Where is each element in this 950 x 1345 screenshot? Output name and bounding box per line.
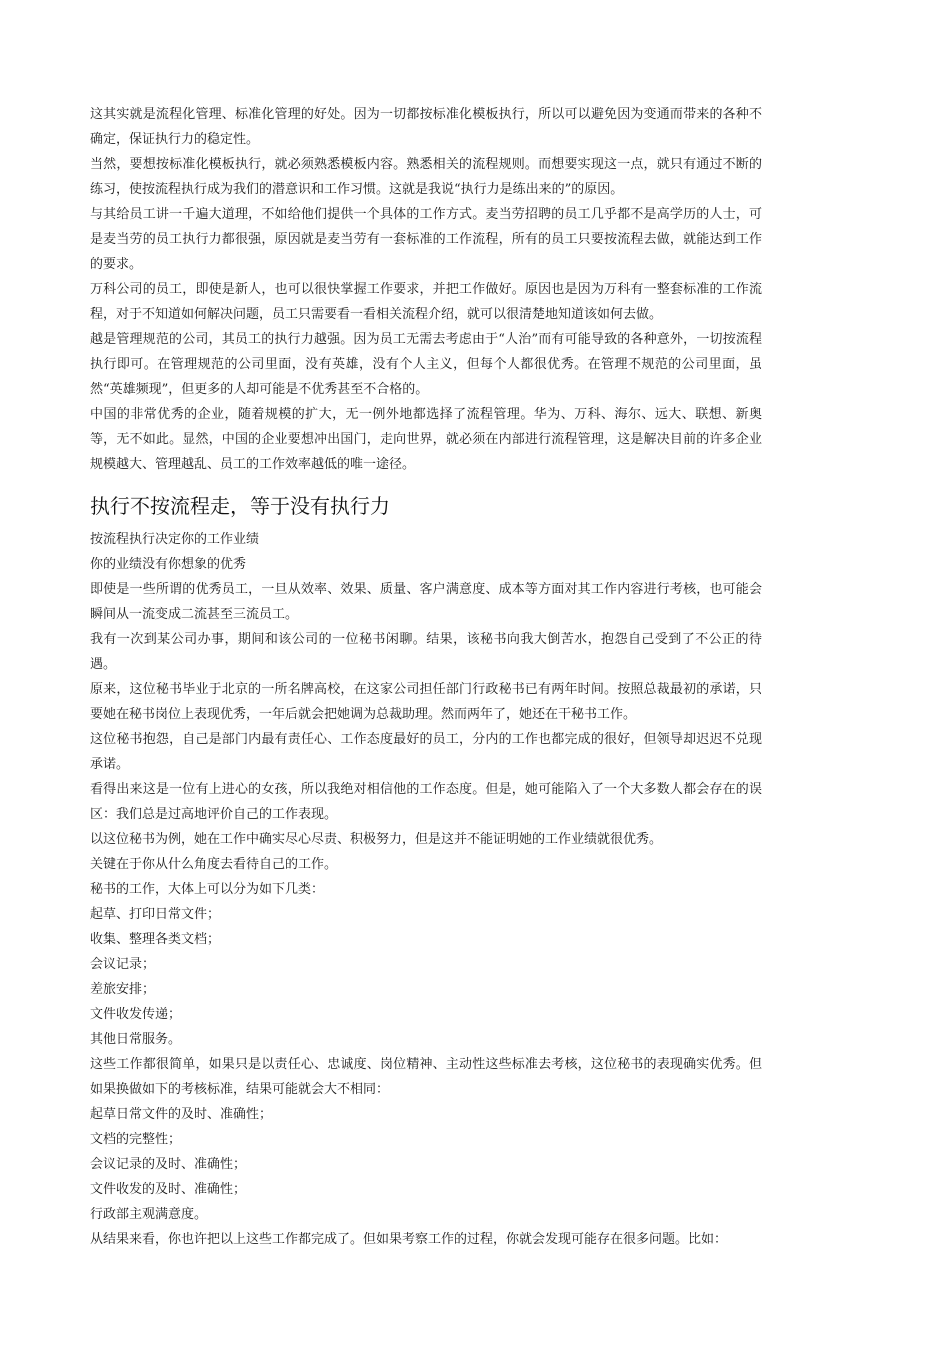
paragraph: 关键在于你从什么角度去看待自己的工作。 [90,857,338,872]
paragraph: 原来，这位秘书毕业于北京的一所名牌高校，在这家公司担任部门行政秘书已有两年时间。按照总裁最初的承诺，只要她在秘书岗位上表现优秀，一年后就会把她调为总裁助理。然而两年了，她还在干秘书工作。 [90,682,762,722]
paragraph: 即使是一些所谓的优秀员工，一旦从效率、效果、质量、客户满意度、成本等方面对其工作内容进行考核，也可能会瞬间从一流变成二流甚至三流员工。 [90,582,762,622]
paragraph: 这些工作都很简单，如果只是以责任心、忠诚度、岗位精神、主动性这些标准去考核，这位秘书的表现确实优秀。但如果换做如下的考核标准，结果可能就会大不相同： [90,1057,762,1097]
list-item: 差旅安排； [90,982,156,997]
list-item: 收集、整理各类文档； [90,932,221,947]
list-item: 起草日常文件的及时、准确性； [90,1107,273,1122]
paragraph: 与其给员工讲一千遍大道理，不如给他们提供一个具体的工作方式。麦当劳招聘的员工几乎都不是高学历的人士，可是麦当劳的员工执行力都很强，原因就是麦当劳有一套标准的工作流程，所有的员工只要按流程去做，就能达到工作的要求。 [90,207,762,272]
paragraph: 以这位秘书为例，她在工作中确实尽心尽责、积极努力，但是这并不能证明她的工作业绩就很优秀。 [90,832,663,847]
list-item: 文件收发传递； [90,1007,182,1022]
list-item: 文档的完整性； [90,1132,182,1147]
list-item: 行政部主观满意度。 [90,1207,208,1222]
paragraph: 当然，要想按标准化模板执行，就必须熟悉模板内容。熟悉相关的流程规则。而想要实现这一点，就只有通过不断的练习，使按流程执行成为我们的潜意识和工作习惯。这就是我说“执行力是练出来的”的原因。 [90,157,762,197]
paragraph: 这其实就是流程化管理、标准化管理的好处。因为一切都按标准化模板执行，所以可以避免因为变通而带来的各种不确定，保证执行力的稳定性。 [90,107,762,147]
paragraph: 秘书的工作，大体上可以分为如下几类： [90,882,325,897]
paragraph: 看得出来这是一位有上进心的女孩，所以我绝对相信他的工作态度。但是，她可能陷入了一个大多数人都会存在的误区：我们总是过高地评价自己的工作表现。 [90,782,762,822]
list-item: 文件收发的及时、准确性； [90,1182,247,1197]
section-heading: 执行不按流程走，等于没有执行力 [90,494,390,518]
paragraph: 越是管理规范的公司，其员工的执行力越强。因为员工无需去考虑由于“人治”而有可能导致的各种意外，一切按流程执行即可。在管理规范的公司里面，没有英雄，没有个人主义，但每个人都很优秀。在管理不规范的公司里面，虽然“英雄频现”，但更多的人却可能是不优秀甚至不合格的。 [90,332,762,397]
paragraph: 这位秘书抱怨，自己是部门内最有责任心、工作态度最好的员工，分内的工作也都完成的很好，但领导却迟迟不兑现承诺。 [90,732,762,772]
paragraph: 我有一次到某公司办事，期间和该公司的一位秘书闲聊。结果，该秘书向我大倒苦水，抱怨自己受到了不公正的待遇。 [90,632,762,672]
section-body [90,527,762,1252]
section-intro [90,102,762,477]
paragraph: 万科公司的员工，即使是新人，也可以很快掌握工作要求，并把工作做好。原因也是因为万科有一整套标准的工作流程，对于不知道如何解决问题，员工只需要看一看相关流程介绍，就可以很清楚地知道该如何去做。 [90,282,762,322]
paragraph: 中国的非常优秀的企业，随着规模的扩大，无一例外地都选择了流程管理。华为、万科、海尔、远大、联想、新奥等，无不如此。显然，中国的企业要想冲出国门，走向世界，就必须在内部进行流程管理，这是解决目前的许多企业规模越大、管理越乱、员工的工作效率越低的唯一途径。 [90,407,762,472]
paragraph: 按流程执行决定你的工作业绩 [90,532,260,547]
list-item: 其他日常服务。 [90,1032,182,1047]
list-item: 会议记录； [90,957,156,972]
document-page [90,102,762,1252]
list-item: 会议记录的及时、准确性； [90,1157,247,1172]
paragraph: 你的业绩没有你想象的优秀 [90,557,247,572]
list-item: 起草、打印日常文件； [90,907,221,922]
paragraph: 从结果来看，你也许把以上这些工作都完成了。但如果考察工作的过程，你就会发现可能存在很多问题。比如： [90,1232,728,1247]
